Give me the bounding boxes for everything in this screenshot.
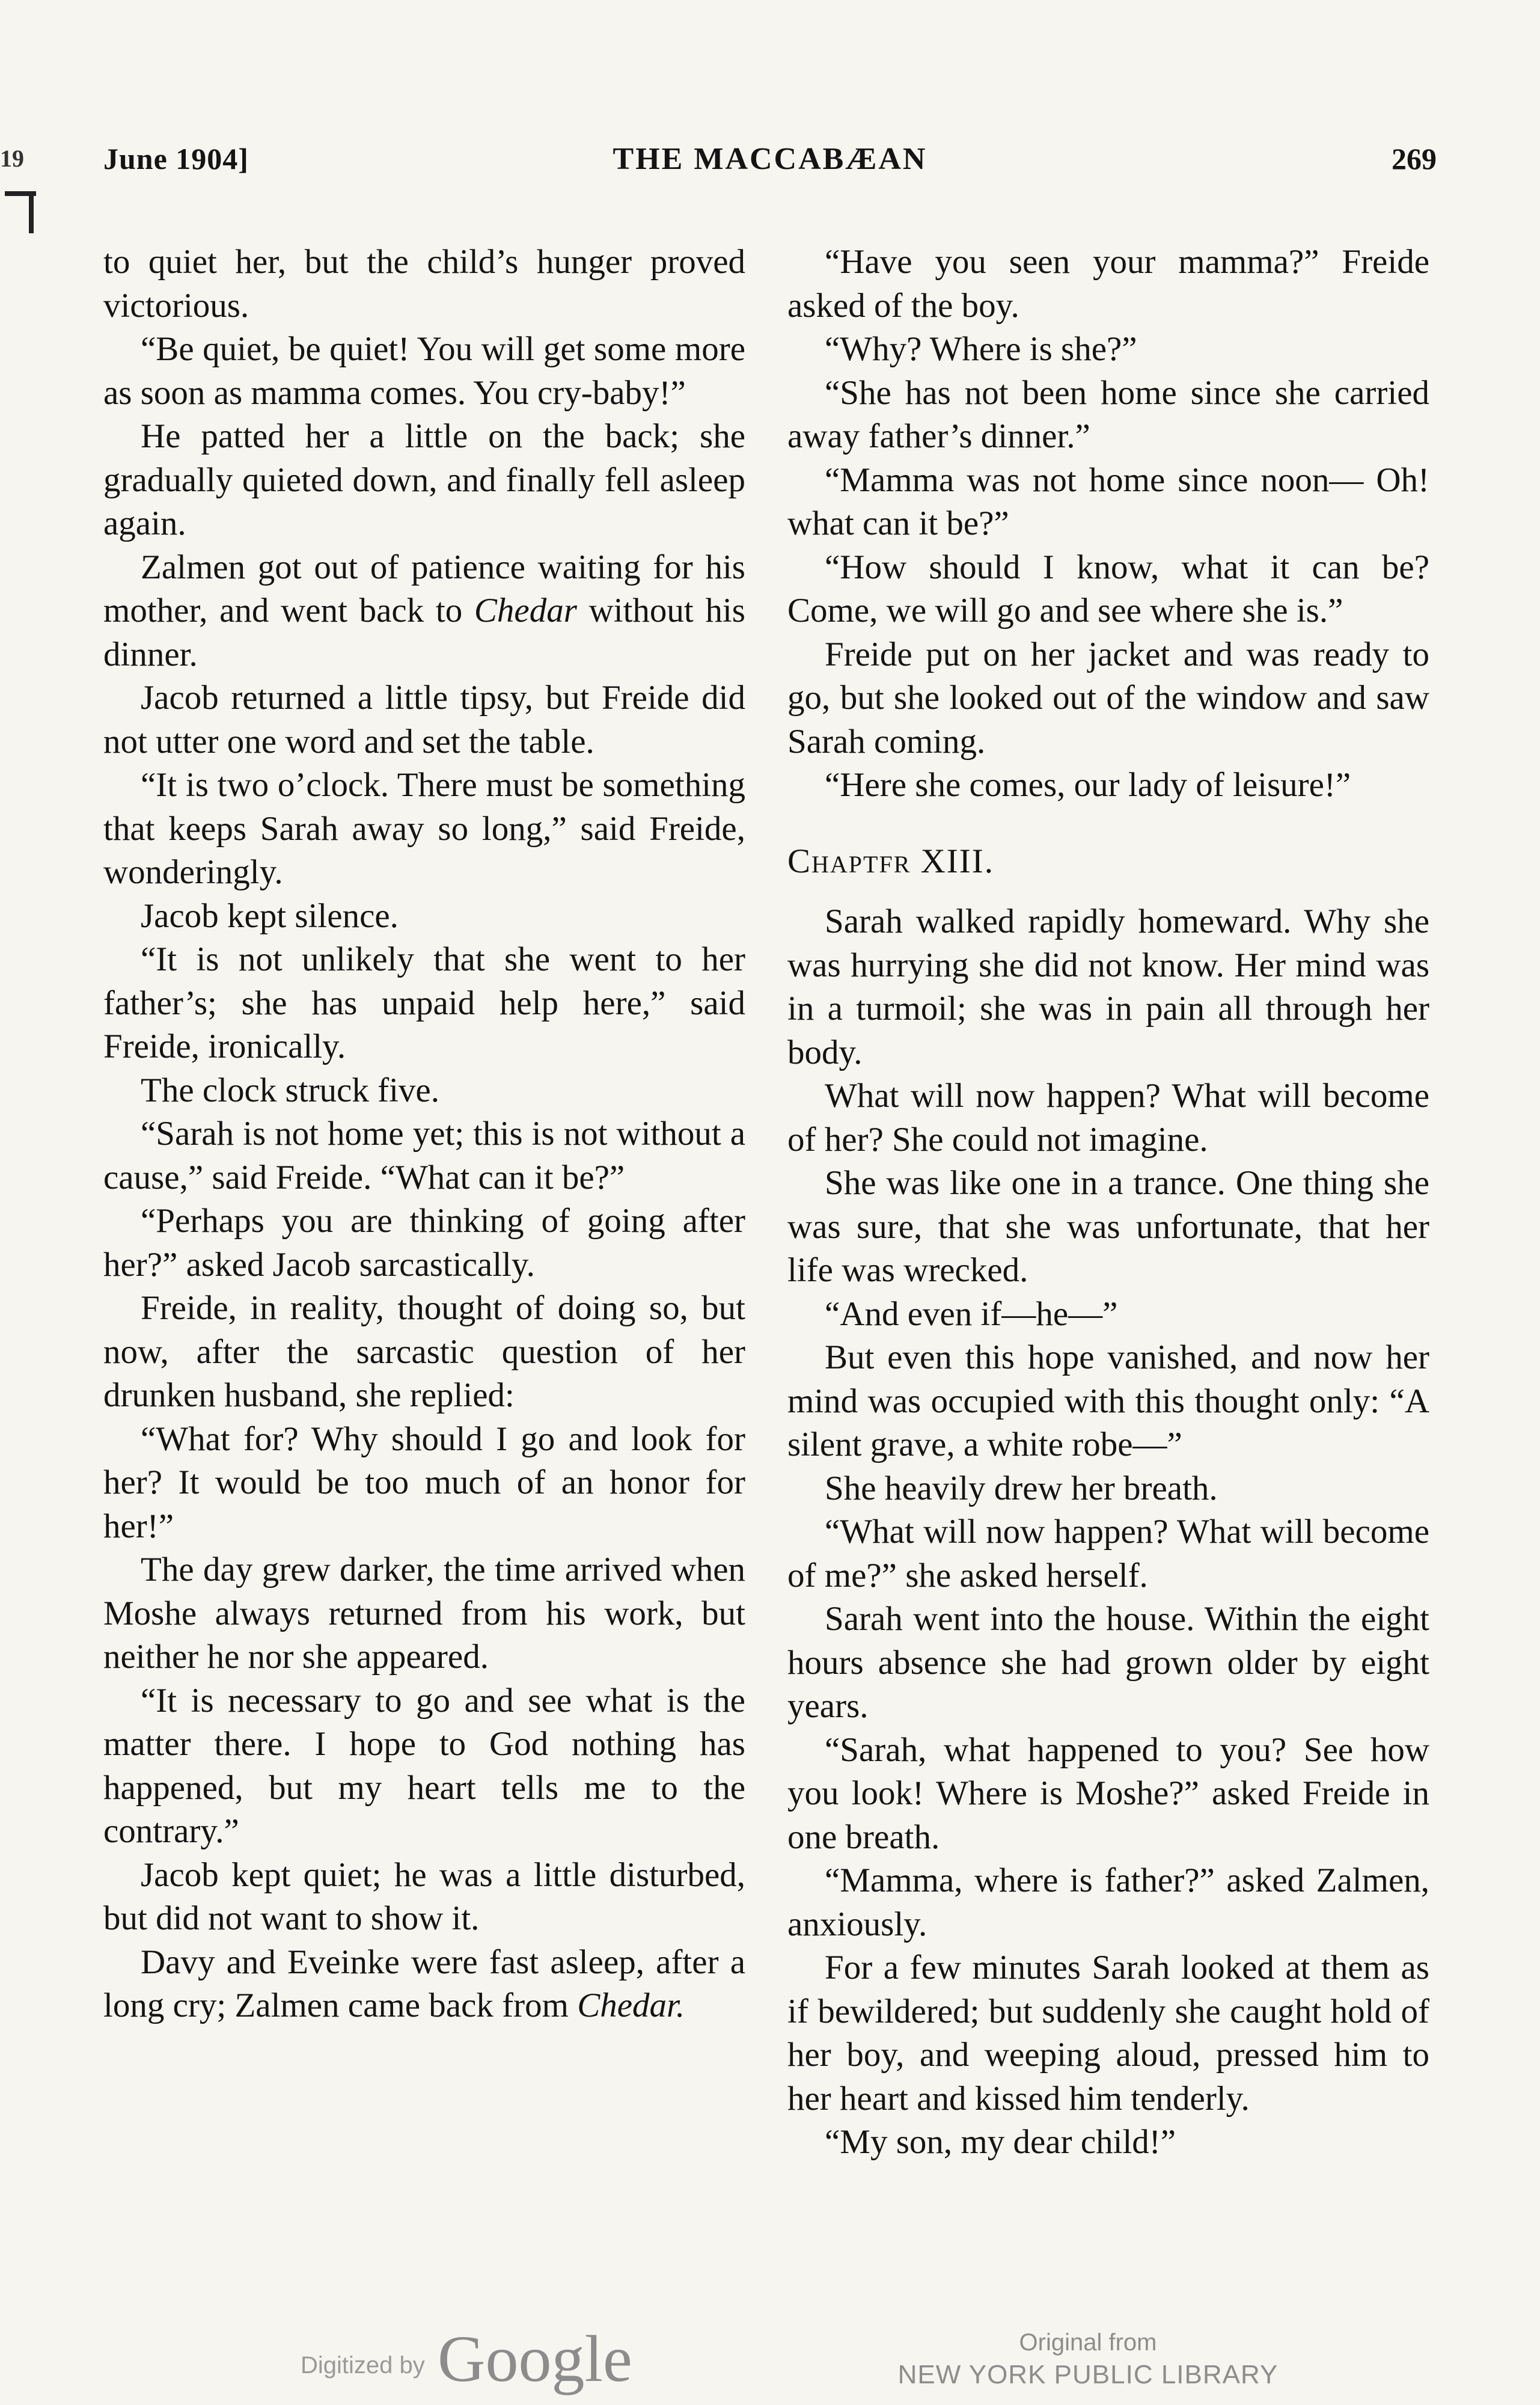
paragraph: Jacob kept silence. xyxy=(141,896,399,935)
paragraph: “Why? Where is she?” xyxy=(825,330,1137,368)
paragraph: Freide put on her jacket and was ready to go, but she looked out of the window and saw Sarah coming. xyxy=(787,635,1429,761)
paragraph: “Here she comes, our lady of leisure!” xyxy=(825,766,1351,804)
paragraph-text: without his dinner. xyxy=(103,592,745,673)
paragraph: For a few minutes Sarah looked at them as if bewildered; but suddenly she caught hold of her boy, and weeping aloud, pressed him to her heart and kissed him tenderly. xyxy=(787,1949,1429,2118)
paragraph: She was like one in a trance. One thing she was sure, that she was unfortunate, that her life was wrecked. xyxy=(787,1164,1429,1289)
paragraph: “Mamma was not home since noon— Oh! what can it be?” xyxy=(787,461,1429,542)
paragraph: “Be quiet, be quiet! You will get some more as soon as mamma comes. You cry-baby!” xyxy=(103,330,745,412)
chapter-heading: Chaptfr XIII. xyxy=(787,842,995,880)
paragraph: Freide, in reality, thought of doing so, but now, after the sarcastic question of her drunken husband, she replied: xyxy=(103,1289,745,1414)
left-column xyxy=(103,240,745,2028)
paragraph: “It is necessary to go and see what is the matter there. I hope to God nothing has happened, but my heart tells me to the contrary.” xyxy=(103,1681,745,1850)
paragraph: to quiet her, but the child’s hunger proved victorious. xyxy=(103,243,745,325)
paragraph: He patted her a little on the back; she gradually quieted down, and finally fell asleep again. xyxy=(103,417,745,542)
margin-rule-vertical xyxy=(29,191,34,233)
page-number: 269 xyxy=(1392,142,1437,176)
running-header xyxy=(103,141,1437,189)
paragraph: “My son, my dear child!” xyxy=(825,2123,1176,2161)
paragraph: “It is not unlikely that she went to her father’s; she has unpaid help here,” said Freide, ironically. xyxy=(103,940,745,1065)
paragraph: “Have you seen your mamma?” Freide asked of the boy. xyxy=(787,243,1429,325)
paragraph: Sarah went into the house. Within the eight hours absence she had grown older by eight years. xyxy=(787,1600,1429,1725)
header-date: June 1904] xyxy=(103,142,249,176)
paragraph: Sarah walked rapidly homeward. Why she was hurrying she did not know. Her mind was in a turmoil; she was in pain all through her body. xyxy=(787,902,1429,1071)
paragraph: What will now happen? What will become of her? She could not imagine. xyxy=(787,1077,1429,1159)
source-credit xyxy=(890,2327,1286,2392)
paragraph: But even this hope vanished, and now her mind was occupied with this thought only: “A silent grave, a white robe—” xyxy=(787,1338,1429,1463)
paragraph: She heavily drew her breath. xyxy=(825,1469,1218,1507)
right-column xyxy=(787,240,1429,2164)
paragraph xyxy=(103,1941,745,2028)
paragraph-text: Davy and Eveinke were fast asleep, after a long cry; Zalmen came back from xyxy=(103,1943,745,2024)
italic-word: Chedar. xyxy=(577,1987,685,2024)
google-logo: Google xyxy=(438,2322,632,2395)
paragraph: “Sarah is not home yet; this is not without a cause,” said Freide. “What can it be?” xyxy=(103,1115,745,1196)
paragraph: “What for? Why should I go and look for her? It would be too much of an honor for her!” xyxy=(103,1420,745,1545)
paragraph: The day grew darker, the time arrived when Moshe always returned from his work, but neither he nor she appeared. xyxy=(103,1551,745,1676)
header-title: THE MACCABÆAN xyxy=(613,142,927,176)
paragraph: “What will now happen? What will become of me?” she asked herself. xyxy=(787,1513,1429,1595)
paragraph xyxy=(103,546,745,677)
margin-page-number: 19 xyxy=(0,145,24,172)
paragraph-text: Zalmen got out of patience waiting for his mother, and went back to xyxy=(103,548,745,630)
paragraph: “She has not been home since she carried away father’s dinner.” xyxy=(787,373,1429,455)
paragraph: “Perhaps you are thinking of going after her?” asked Jacob sarcastically. xyxy=(103,1202,745,1284)
paragraph: “And even if—he—” xyxy=(825,1294,1118,1333)
paragraph: Jacob returned a little tipsy, but Freide did not utter one word and set the table. xyxy=(103,679,745,761)
library-name: NEW YORK PUBLIC LIBRARY xyxy=(897,2360,1279,2389)
original-from-label: Original from xyxy=(1019,2329,1157,2356)
paragraph: Jacob kept quiet; he was a little disturbed, but did not want to show it. xyxy=(103,1855,745,1937)
italic-word: Chedar xyxy=(474,592,577,630)
paragraph: “Mamma, where is father?” asked Zalmen, anxiously. xyxy=(787,1861,1429,1943)
paragraph: “It is two o’clock. There must be something that keeps Sarah away so long,” said Freide, wonderingly. xyxy=(103,766,745,891)
paragraph: The clock struck five. xyxy=(141,1071,439,1109)
paragraph: “Sarah, what happened to you? See how you look! Where is Moshe?” asked Freide in one breath. xyxy=(787,1730,1429,1856)
digitized-by-label: Digitized by xyxy=(301,2352,425,2379)
paragraph: “How should I know, what it can be? Come, we will go and see where she is.” xyxy=(787,548,1429,630)
